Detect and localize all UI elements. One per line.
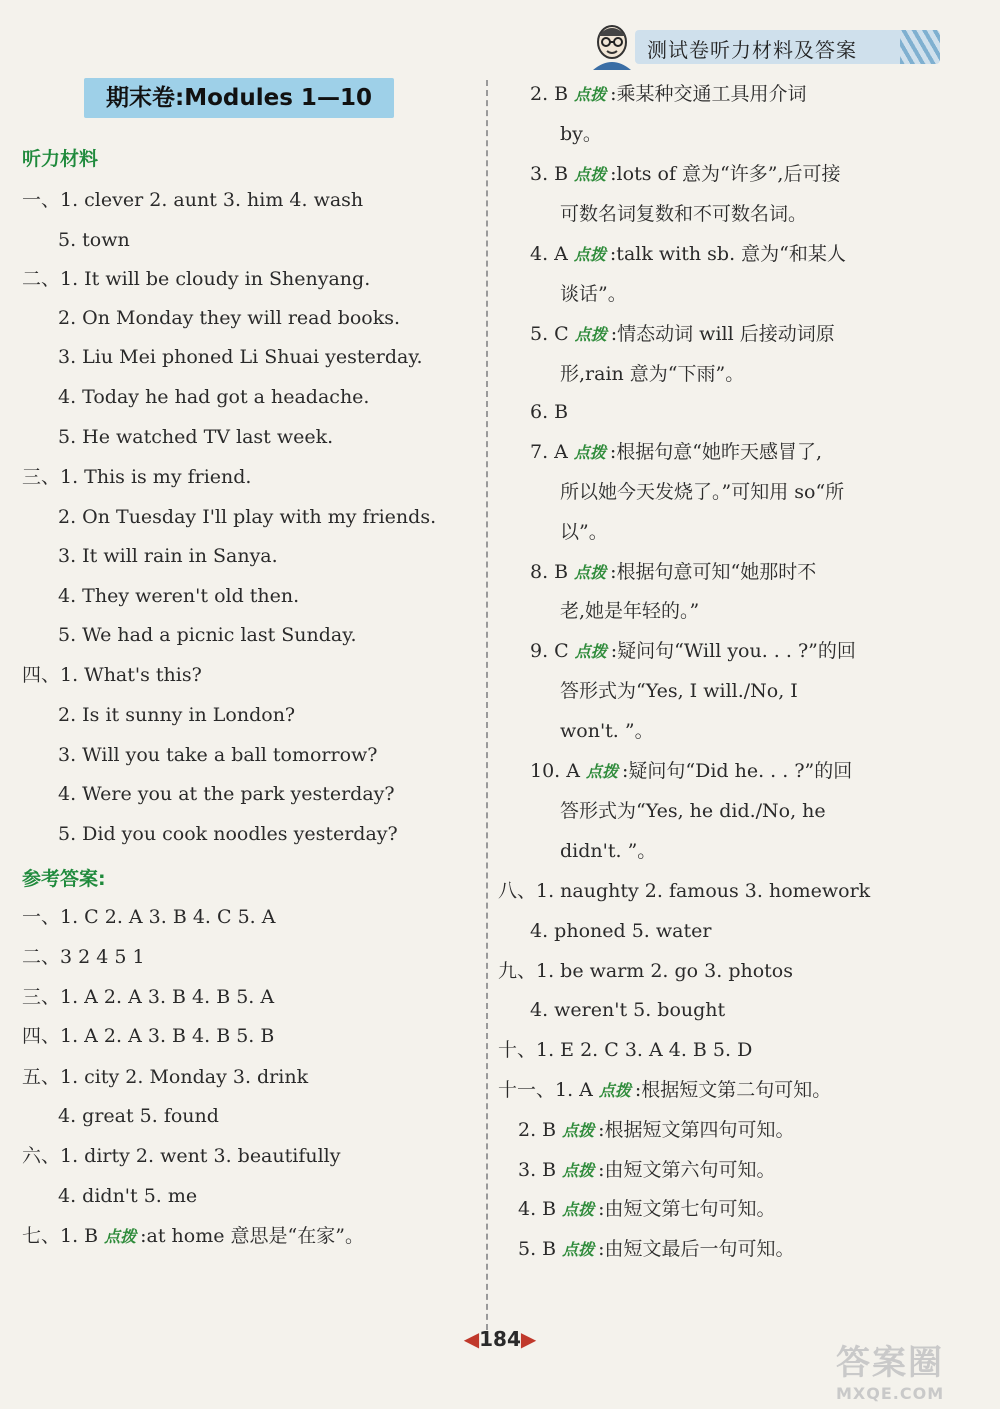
listening-line: 5. Did you cook noodles yesterday?: [58, 823, 398, 845]
answer-number: 10. A: [530, 760, 580, 782]
listening-line: 三、1. This is my friend.: [22, 466, 252, 488]
prev-arrow-icon: ◀: [463, 1327, 480, 1351]
listening-line: 四、1. What's this?: [22, 664, 202, 686]
explanation-line: [518, 1235, 795, 1264]
explanation-line: [560, 518, 608, 546]
explanation-line: [530, 80, 807, 109]
tip-label: 点拨: [574, 165, 607, 184]
exam-title: 期末卷:Modules 1—10: [84, 78, 394, 118]
answer-explanation: :疑问句“Did he. . . ?”的回: [622, 760, 853, 782]
listening-line: 3. Liu Mei phoned Li Shuai yesterday.: [58, 346, 423, 368]
explanation-line: [560, 478, 844, 506]
answer-explanation: 以”。: [560, 521, 608, 543]
tip-label: 点拨: [574, 85, 607, 104]
answer-number: 7. A: [530, 441, 568, 463]
explanation-line: [530, 160, 840, 189]
explanation-line: [560, 360, 744, 388]
watermark-url: MXQE.COM: [836, 1384, 945, 1403]
answer-number: 9. C: [530, 640, 569, 662]
answer-number: 3. B: [530, 163, 569, 185]
tip-label: 点拨: [104, 1227, 137, 1246]
tip-label: 点拨: [562, 1121, 595, 1140]
explanation-line: [560, 837, 656, 865]
page-header: [575, 26, 940, 68]
answer-number: 十、1. E 2. C 3. A 4. B 5. D: [498, 1039, 753, 1061]
answer-explanation: :at home 意思是“在家”。: [140, 1225, 364, 1247]
answer-number: 4. phoned 5. water: [530, 920, 712, 942]
answer-line: 五、1. city 2. Monday 3. drink: [22, 1066, 309, 1088]
header-stripes: [900, 30, 940, 64]
answer-line: 二、3 2 4 5 1: [22, 946, 145, 968]
answer-explanation: 老,她是年轻的。”: [560, 600, 700, 622]
listening-line: 3. It will rain in Sanya.: [58, 545, 278, 567]
answer-explanation: :由短文第七句可知。: [598, 1198, 776, 1220]
answer-line: 一、1. C 2. A 3. B 4. C 5. A: [22, 906, 276, 928]
listening-line: 2. On Tuesday I'll play with my friends.: [58, 506, 437, 528]
explanation-line: [560, 677, 798, 705]
answer-number: 十一、1. A: [498, 1079, 593, 1101]
page-number-value: 184: [479, 1327, 521, 1351]
answer-line: 三、1. A 2. A 3. B 4. B 5. A: [22, 986, 275, 1008]
answer-explanation: :根据短文第二句可知。: [634, 1079, 832, 1101]
listening-line: 4. Today he had got a headache.: [58, 386, 370, 408]
site-watermark: [836, 1335, 986, 1403]
explanation-line: [560, 280, 627, 308]
tip-label: 点拨: [573, 245, 606, 264]
answer-number: 2. B: [518, 1119, 557, 1141]
tip-label: 点拨: [574, 563, 607, 582]
watermark-logo-text: 答案圈: [836, 1343, 944, 1383]
answers-heading: 参考答案:: [22, 868, 106, 890]
listening-line: 一、1. clever 2. aunt 3. him 4. wash: [22, 189, 364, 211]
tip-label: 点拨: [585, 762, 618, 781]
explanation-line: [518, 1156, 776, 1185]
explanation-line: [498, 1036, 752, 1064]
answer-number: 8. B: [530, 561, 569, 583]
answer-explanation: :由短文第六句可知。: [598, 1159, 776, 1181]
explanation-line: [518, 1116, 795, 1145]
tip-label: 点拨: [598, 1081, 631, 1100]
explanation-line: [498, 877, 870, 905]
listening-line: 二、1. It will be cloudy in Shenyang.: [22, 268, 371, 290]
explanation-line: [560, 597, 699, 625]
explanation-line: [498, 957, 793, 985]
answer-number: 4. B: [518, 1198, 557, 1220]
answer-explanation: 答形式为“Yes, I will./No, I: [560, 680, 798, 702]
answer-number: 5. C: [530, 323, 569, 345]
listening-line: 5. He watched TV last week.: [58, 426, 334, 448]
explanation-line: [530, 558, 816, 587]
explanation-line: [518, 1195, 776, 1224]
answer-explanation: :根据句意可知“她那时不: [610, 561, 817, 583]
explanation-line: [530, 398, 568, 426]
answer-explanation: :由短文最后一句可知。: [598, 1238, 795, 1260]
explanation-line: [560, 120, 602, 148]
answer-explanation: :情态动词 will 后接动词原: [610, 323, 835, 345]
tip-label: 点拨: [562, 1161, 595, 1180]
listening-line: 4. Were you at the park yesterday?: [58, 783, 395, 805]
answer-explanation: :根据句意“她昨天感冒了,: [609, 441, 823, 463]
explanation-line: [560, 797, 826, 825]
tip-label: 点拨: [574, 325, 607, 344]
answer-explanation: didn't. ”。: [560, 840, 657, 862]
explanation-line: [560, 200, 807, 228]
answer-line-q7-1: [22, 1222, 364, 1251]
tip-label: 点拨: [562, 1240, 595, 1259]
answer-line: 4. didn't 5. me: [58, 1185, 198, 1207]
tip-label: 点拨: [562, 1200, 595, 1219]
explanation-line: [530, 320, 835, 349]
page-number: [460, 1327, 540, 1351]
answer-number: 4. weren't 5. bought: [530, 999, 726, 1021]
answer-explanation: :lots of 意为“许多”,后可接: [610, 163, 841, 185]
answer-explanation: won't. ”。: [560, 720, 654, 742]
answer-number: 5. B: [518, 1238, 557, 1260]
answer-number: 九、1. be warm 2. go 3. photos: [498, 960, 793, 982]
answer-number: 2. B: [530, 83, 569, 105]
next-arrow-icon: ▶: [520, 1327, 537, 1351]
answer-number: 八、1. naughty 2. famous 3. homework: [498, 880, 871, 902]
answer-explanation: 答形式为“Yes, he did./No, he: [560, 800, 826, 822]
answer-explanation: :根据短文第四句可知。: [598, 1119, 795, 1141]
answer-explanation: 所以她今天发烧了。”可知用 so“所: [560, 481, 845, 503]
answer-explanation: 谈话”。: [560, 283, 627, 305]
column-divider: [486, 80, 488, 1340]
listening-heading: 听力材料: [22, 148, 99, 170]
answer-number: 6. B: [530, 401, 569, 423]
answer-explanation: 形,rain 意为“下雨”。: [560, 363, 745, 385]
answer-line: 六、1. dirty 2. went 3. beautifully: [22, 1145, 341, 1167]
answer-number: 3. B: [518, 1159, 557, 1181]
explanation-line: [530, 438, 822, 467]
listening-line: 2. On Monday they will read books.: [58, 307, 401, 329]
explanation-line: [530, 996, 725, 1024]
answer-line: 四、1. A 2. A 3. B 4. B 5. B: [22, 1025, 275, 1047]
answer-line: 4. great 5. found: [58, 1105, 219, 1127]
listening-line: 4. They weren't old then.: [58, 585, 300, 607]
tip-label: 点拨: [574, 642, 607, 661]
explanation-line: [498, 1076, 831, 1105]
answer-explanation: :乘某种交通工具用介词: [610, 83, 807, 105]
answer-explanation: :疑问句“Will you. . . ?”的回: [610, 640, 856, 662]
answer-number: 七、1. B: [22, 1225, 99, 1247]
listening-line: 5. town: [58, 229, 130, 251]
answer-explanation: :talk with sb. 意为“和某人: [609, 243, 846, 265]
header-title: 测试卷听力材料及答案: [647, 38, 857, 62]
listening-line: 2. Is it sunny in London?: [58, 704, 296, 726]
explanation-line: [530, 917, 711, 945]
explanation-line: [530, 240, 846, 269]
listening-line: 5. We had a picnic last Sunday.: [58, 624, 357, 646]
tip-label: 点拨: [573, 443, 606, 462]
listening-line: 3. Will you take a ball tomorrow?: [58, 744, 378, 766]
explanation-line: [530, 757, 852, 786]
answer-explanation: 可数名词复数和不可数名词。: [560, 203, 808, 225]
answer-number: 4. A: [530, 243, 568, 265]
explanation-line: [530, 637, 856, 666]
explanation-line: [560, 717, 654, 745]
teacher-avatar-icon: [589, 22, 635, 70]
answer-explanation: by。: [560, 123, 602, 145]
